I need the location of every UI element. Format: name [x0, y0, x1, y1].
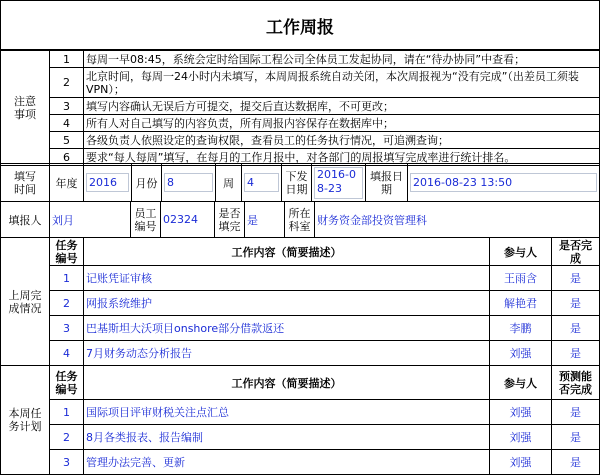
- page-title: 工作周报: [1, 1, 600, 50]
- note-text: 要求“每人每周”填写，在每月的工作月报中，对各部门的周报填写完成率进行统计排名。: [84, 149, 600, 166]
- this-week-label: 本周任务计划: [1, 366, 50, 475]
- report-title-table: [0, 0, 600, 50]
- note-number: 4: [50, 115, 84, 132]
- month-field[interactable]: 8: [164, 173, 213, 192]
- task-completed: 是: [552, 291, 600, 316]
- task-number: 4: [50, 341, 84, 366]
- completed-header: 是否完成: [552, 238, 600, 266]
- note-number: 3: [50, 98, 84, 115]
- task-content: 国际项目评审财税关注点汇总: [84, 400, 490, 425]
- department-value: 财务资金部投资管理科: [315, 202, 600, 238]
- participants-header: 参与人: [490, 366, 552, 400]
- task-number: 3: [50, 450, 84, 475]
- task-number: 1: [50, 400, 84, 425]
- note-text: 所有人对自己填写的内容负责，所有周报内容保存在数据库中；: [84, 115, 600, 132]
- task-number-header: 任务编号: [50, 238, 84, 266]
- predicted-completion-header: 预测能否完成: [552, 366, 600, 400]
- week-label: 周: [216, 164, 242, 202]
- issue-date-field[interactable]: 2016-08-23: [314, 167, 363, 199]
- note-number: 1: [50, 51, 84, 68]
- task-content: 8月各类报表、报告编制: [84, 425, 490, 450]
- note-number: 5: [50, 132, 84, 149]
- employee-number-label: 员工编号: [131, 202, 161, 238]
- filler-value: 刘月: [50, 202, 131, 238]
- task-participants: 王雨含: [490, 266, 552, 291]
- task-completed: 是: [552, 341, 600, 366]
- note-text: 每周一早08:45，系统会定时给国际工程公司全体员工发起协同，请在“待办协同”中查看；: [84, 51, 600, 68]
- fill-date-field[interactable]: 2016-08-23 13:50: [410, 173, 597, 192]
- note-text: 各级负责人依照设定的查询权限，查看员工的任务执行情况，可追溯查询；: [84, 132, 600, 149]
- filled-complete-label: 是否填完: [215, 202, 245, 238]
- task-number: 2: [50, 425, 84, 450]
- week-field[interactable]: 4: [244, 173, 279, 192]
- task-participants: 刘强: [490, 341, 552, 366]
- task-predicted: 是: [552, 400, 600, 425]
- task-predicted: 是: [552, 425, 600, 450]
- year-label: 年度: [50, 164, 84, 202]
- work-content-header: 工作内容（简要描述）: [84, 366, 490, 400]
- task-predicted: 是: [552, 450, 600, 475]
- note-number: 2: [50, 68, 84, 98]
- employee-number-value: 02324: [161, 202, 215, 238]
- task-participants: 解艳君: [490, 291, 552, 316]
- task-content: 管理办法完善、更新: [84, 450, 490, 475]
- task-completed: 是: [552, 316, 600, 341]
- task-completed: 是: [552, 266, 600, 291]
- department-label: 所在科室: [285, 202, 315, 238]
- filled-complete-value: 是: [245, 202, 285, 238]
- this-week-table: [0, 365, 600, 475]
- task-participants: 刘强: [490, 400, 552, 425]
- issue-date-label: 下发日期: [282, 164, 312, 202]
- person-row-table: [0, 201, 600, 238]
- task-content: 7月财务动态分析报告: [84, 341, 490, 366]
- time-row-table: [0, 163, 600, 202]
- task-content: 巴基斯坦大沃项目onshore部分借款返还: [84, 316, 490, 341]
- last-week-table: [0, 237, 600, 366]
- note-number: 6: [50, 149, 84, 166]
- participants-header: 参与人: [490, 238, 552, 266]
- task-number: 1: [50, 266, 84, 291]
- task-content: 网报系统维护: [84, 291, 490, 316]
- task-number: 3: [50, 316, 84, 341]
- task-participants: 刘强: [490, 450, 552, 475]
- fill-date-label: 填报日期: [366, 164, 408, 202]
- last-week-label: 上周完成情况: [1, 238, 50, 366]
- fill-time-label: 填写时间: [1, 164, 50, 202]
- task-number-header: 任务编号: [50, 366, 84, 400]
- task-participants: 刘强: [490, 425, 552, 450]
- task-number: 2: [50, 291, 84, 316]
- task-participants: 李鹏: [490, 316, 552, 341]
- filler-label: 填报人: [1, 202, 50, 238]
- month-label: 月份: [132, 164, 162, 202]
- year-field[interactable]: 2016: [86, 173, 129, 192]
- task-content: 记账凭证审核: [84, 266, 490, 291]
- notes-label: 注意事项: [1, 51, 50, 166]
- note-text: 北京时间，每周一24小时内未填写，本周周报系统自动关闭，本次周报视为“没有完成”（出差员工须装VPN）；: [84, 68, 600, 98]
- note-text: 填写内容确认无误后方可提交，提交后直达数据库，不可更改；: [84, 98, 600, 115]
- work-content-header: 工作内容（简要描述）: [84, 238, 490, 266]
- notes-table: [0, 50, 600, 166]
